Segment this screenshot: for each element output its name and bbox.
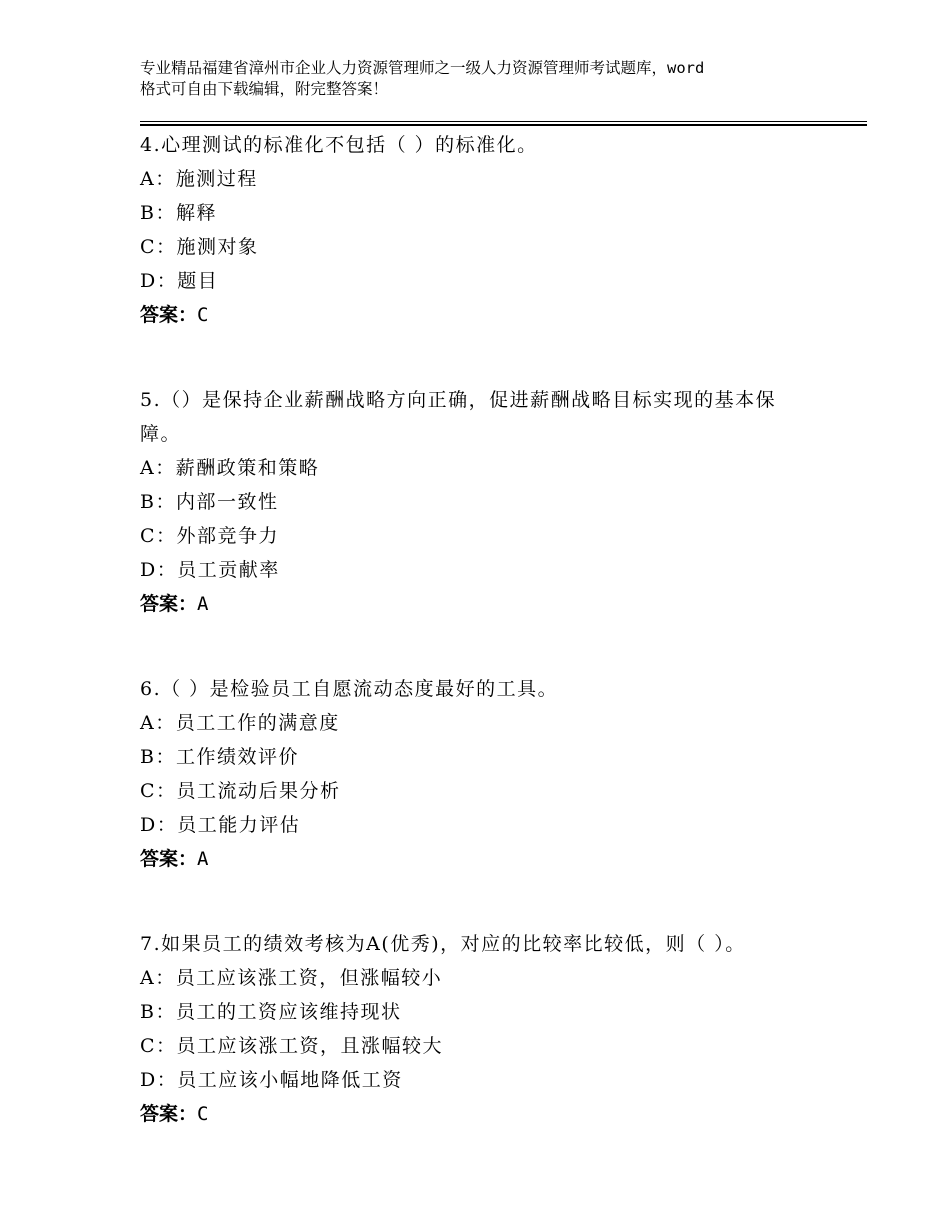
question-stem: 6.（ ）是检验员工自愿流动态度最好的工具。 <box>140 678 559 700</box>
option-d: D：员工贡献率 <box>140 559 280 581</box>
question-4 <box>140 128 840 332</box>
header-divider-thick <box>140 124 867 126</box>
option-c: C：员工流动后果分析 <box>140 780 341 802</box>
option-a: A：员工工作的满意度 <box>140 712 340 734</box>
option-b: B：员工的工资应该维持现状 <box>140 1001 402 1023</box>
answer-line <box>140 1097 840 1131</box>
option-d: D：员工应该小幅地降低工资 <box>140 1069 403 1091</box>
answer-value: A <box>197 848 209 870</box>
option-d: D：员工能力评估 <box>140 814 301 836</box>
question-6 <box>140 672 840 876</box>
answer-value: C <box>197 304 209 326</box>
option-c: C：员工应该涨工资，且涨幅较大 <box>140 1035 444 1057</box>
header-line-1: 专业精品福建省漳州市企业人力资源管理师之一级人力资源管理师考试题库，word <box>140 59 705 77</box>
option-b: B：工作绩效评价 <box>140 746 299 768</box>
question-stem: 4.心理测试的标准化不包括（ ）的标准化。 <box>140 134 538 156</box>
option-a: A：施测过程 <box>140 168 258 190</box>
question-list <box>140 128 840 1182</box>
header-divider-thin <box>140 121 867 122</box>
answer-label: 答案： <box>140 304 198 326</box>
option-c: C：外部竞争力 <box>140 525 280 547</box>
option-d: D：题目 <box>140 270 219 292</box>
option-a: A：员工应该涨工资，但涨幅较小 <box>140 967 443 989</box>
question-5 <box>140 383 840 621</box>
option-b: B：解释 <box>140 202 217 224</box>
option-a: A：薪酬政策和策略 <box>140 457 320 479</box>
answer-label: 答案： <box>140 1103 198 1125</box>
question-stem: 7.如果员工的绩效考核为A(优秀)，对应的比较率比较低，则（ ）。 <box>140 933 746 955</box>
answer-line <box>140 587 840 621</box>
answer-label: 答案： <box>140 593 198 615</box>
document-header <box>140 58 830 100</box>
header-line-2: 格式可自由下载编辑，附完整答案！ <box>140 80 389 98</box>
answer-line <box>140 842 840 876</box>
answer-line <box>140 298 840 332</box>
question-stem: 5.（）是保持企业薪酬战略方向正确，促进薪酬战略目标实现的基本保障。 <box>140 389 777 445</box>
answer-value: C <box>197 1103 209 1125</box>
answer-label: 答案： <box>140 848 198 870</box>
answer-value: A <box>197 593 209 615</box>
option-c: C：施测对象 <box>140 236 259 258</box>
question-7 <box>140 927 840 1131</box>
option-b: B：内部一致性 <box>140 491 279 513</box>
